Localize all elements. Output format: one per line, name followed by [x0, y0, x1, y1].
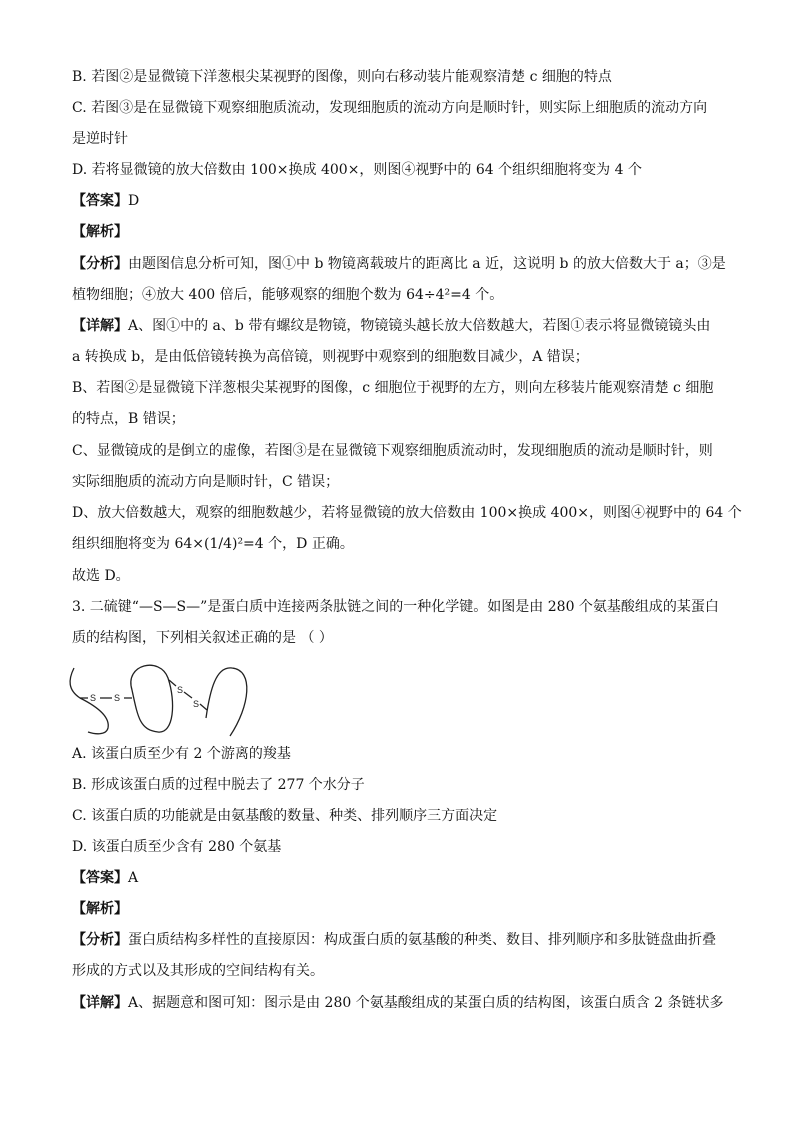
fenxi-1-line-2: 植物细胞；④放大 400 倍后，能够观察的细胞个数为 64÷4²=4 个。: [72, 287, 504, 303]
question-3-stem-1: 3. 二硫键“—S—S—”是蛋白质中连接两条肽链之间的一种化学键。如图是由 280 个氨基酸组成的某蛋白: [72, 599, 719, 615]
xiangjie-1-line-6: 实际细胞质的流动方向是顺时针，C 错误；: [72, 474, 340, 490]
sulfur-label-1: S: [90, 693, 97, 703]
xiangjie-1-line-7: D、放大倍数越大，观察的细胞数越少，若将显微镜的放大倍数由 100×换成 400×，则图④视野中的 64 个: [72, 505, 742, 521]
xiangjie-1-line-8: 组织细胞将变为 64×(1/4)²=4 个，D 正确。: [72, 536, 354, 552]
bond-dash-5: [184, 692, 192, 698]
option-c-continuation: 是逆时针: [72, 131, 128, 147]
xiangjie-text: A、据题意和图可知：图示是由 280 个氨基酸组成的某蛋白质的结构图，该蛋白质含 2 条链状多: [128, 995, 724, 1011]
analysis-tag-1: 【解析】: [72, 224, 128, 240]
analysis-tag-2: 【解析】: [72, 901, 128, 917]
xiangjie-1-conclusion: 故选 D。: [72, 568, 130, 584]
xiangjie-1-line-3: B、若图②是显微镜下洋葱根尖某视野的图像，c 细胞位于视野的左方，则向左移装片能观察清楚 c 细胞: [72, 380, 714, 396]
q3-option-c: C. 该蛋白质的功能就是由氨基酸的数量、种类、排列顺序三方面决定: [72, 808, 498, 824]
fenxi-1-line-1: [72, 254, 726, 274]
bond-dash-6: [200, 704, 207, 710]
option-d-line: D. 若将显微镜的放大倍数由 100×换成 400×，则图④视野中的 64 个组织细胞将变为 4 个: [72, 162, 642, 178]
answer-tag: 【答案】: [72, 870, 128, 886]
q3-option-d: D. 该蛋白质至少含有 280 个氨基: [72, 839, 282, 855]
xiangjie-1-line-4: 的特点，B 错误；: [72, 411, 185, 427]
option-b-line: B. 若图②是显微镜下洋葱根尖某视野的图像，则向右移动装片能观察清楚 c 细胞的特点: [72, 69, 612, 85]
fenxi-2-line-2: 形成的方式以及其形成的空间结构有关。: [72, 963, 324, 979]
xiangjie-1-line-2: a 转换成 b，是由低倍镜转换为高倍镜，则视野中观察到的细胞数目减少，A 错误；: [72, 349, 589, 365]
xiangjie-text: A、图①中的 a、b 带有螺纹是物镜，物镜镜头越长放大倍数越大，若图①表示将显微镜镜头由: [128, 318, 711, 334]
xiangjie-2-line-1: [72, 993, 724, 1013]
xiangjie-1-line-5: C、显微镜成的是倒立的虚像，若图③是在显微镜下观察细胞质流动时，发现细胞质的流动是顺时针，则: [72, 443, 713, 459]
question-3-stem-2: 质的结构图，下列相关叙述正确的是 （ ）: [72, 630, 333, 646]
fenxi-text: 由题图信息分析可知，图①中 b 物镜离载玻片的距离比 a 近，这说明 b 的放大倍数大于 a；③是: [128, 256, 726, 272]
option-c-line: C. 若图③是在显微镜下观察细胞质流动，发现细胞质的流动方向是顺时针，则实际上细胞质的流动方向: [72, 100, 708, 116]
sulfur-label-4: S: [193, 699, 200, 709]
q3-option-b: B. 形成该蛋白质的过程中脱去了 277 个水分子: [72, 777, 365, 793]
xiangjie-1-line-1: [72, 316, 710, 336]
sulfur-label-3: S: [177, 685, 184, 695]
xiangjie-tag: 【详解】: [72, 318, 128, 334]
protein-structure-figure: [66, 658, 266, 738]
answer-2: [72, 868, 138, 888]
right-chain-curve: [206, 668, 247, 736]
sulfur-label-2: S: [114, 693, 121, 703]
answer-tag: 【答案】: [72, 193, 128, 209]
xiangjie-tag: 【详解】: [72, 995, 128, 1011]
fenxi-tag: 【分析】: [72, 932, 128, 948]
fenxi-text: 蛋白质结构多样性的直接原因：构成蛋白质的氨基酸的种类、数目、排列顺序和多肽链盘曲折叠: [128, 932, 716, 948]
q3-option-a: A. 该蛋白质至少有 2 个游离的羧基: [72, 746, 291, 762]
middle-chain-loop: [131, 665, 173, 732]
answer-1: [72, 191, 139, 211]
fenxi-tag: 【分析】: [72, 256, 128, 272]
answer-value: D: [128, 193, 140, 209]
answer-value: A: [128, 870, 139, 886]
fenxi-2-line-1: [72, 930, 716, 950]
